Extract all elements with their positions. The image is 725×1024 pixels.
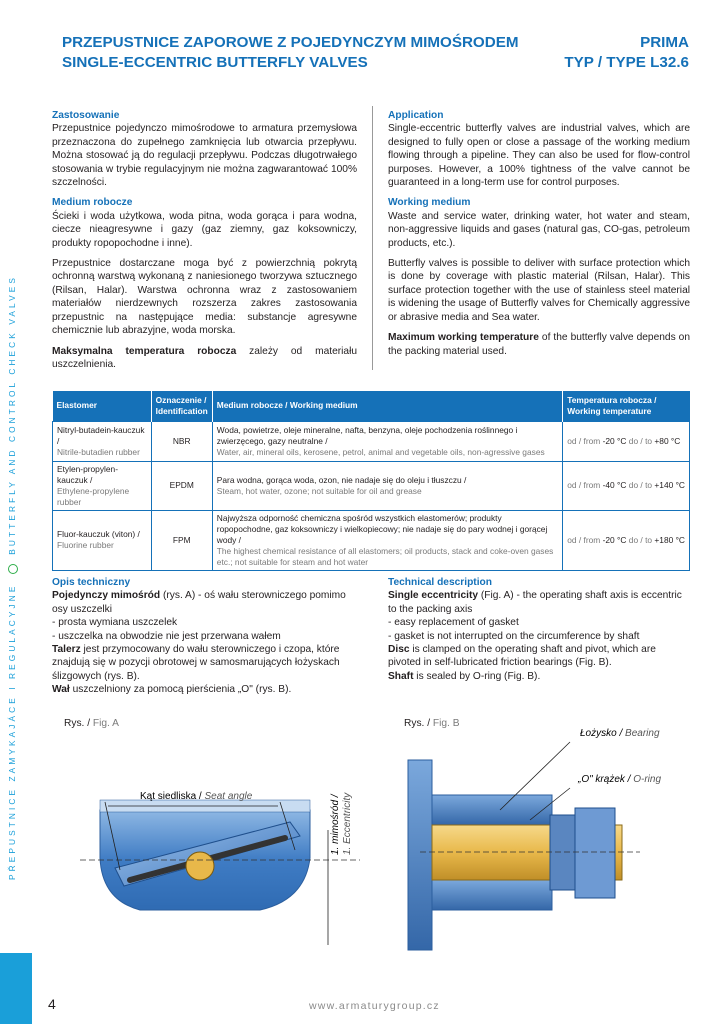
medium-pl: Woda, powietrze, oleje mineralne, nafta, benzyna, oleje pochodzenia roślinnego i zwierzęcego, gazy neutralne / <box>216 424 518 446</box>
temp-to: +80 °C <box>654 435 681 446</box>
paragraph-temperature <box>388 331 690 358</box>
desc-line <box>52 589 357 616</box>
heading-application-pl: Zastosowanie <box>52 110 120 121</box>
heading-application-en: Application <box>388 110 444 121</box>
figure-a-drawing <box>60 740 380 955</box>
bold-text: Maksymalna temperatura robocza <box>52 345 237 357</box>
page-number: 4 <box>48 996 56 1012</box>
text: uszczelniony za pomocą pierścienia „O" (rys. B). <box>69 684 292 696</box>
temp-to: +180 °C <box>654 534 685 545</box>
title-line-pl: PRZEPUSTNICE ZAPOROWE Z POJEDYNCZYM MIMOŚRODEM <box>62 34 519 51</box>
cell-temperature <box>563 510 690 570</box>
temp-from: -40 °C <box>602 480 627 490</box>
desc-line <box>388 643 690 670</box>
elastomer-name-pl: Etylen-propylen-kauczuk / <box>57 463 118 485</box>
eccentricity-label: 1. mimośród / <box>330 794 341 855</box>
header-elastomer: Elastomer <box>53 391 152 421</box>
side-accent-bar <box>0 953 32 1024</box>
text: is sealed by O-ring (Fig. B). <box>413 670 541 682</box>
table-header-row <box>53 391 690 421</box>
bold-text: Shaft <box>388 670 414 682</box>
paragraph: Single-eccentric butterfly valves are industrial valves, which are designed to fully open or close a passage of the working medium flowing through a pipeline. They can also be used for flow-control purposes. However, a 100% tightness of the valve cannot be guaranteed in a long-term use for control purposes. <box>388 123 690 189</box>
desc-line <box>388 589 690 616</box>
bearing-label: Łożysko / Bearing <box>580 728 660 739</box>
header-identification: Oznaczenie / Identification <box>151 391 212 421</box>
elastomer-name-en: Fluorine rubber <box>57 540 114 550</box>
bold-text: Talerz <box>52 644 81 656</box>
side-text-pl: PŘEPUSTNICE ZAMYKAJÁCE I REGULACYJNE <box>7 583 17 880</box>
temp-to-label: do / to <box>628 435 653 446</box>
medium-en: Water, air, mineral oils, kerosene, petrol, animal and vegetable oils, non-agressive gases <box>216 446 545 457</box>
desc-line: - easy replacement of gasket <box>388 617 519 629</box>
technical-description-pl <box>52 576 357 697</box>
elastomer-name-en: Ethylene-propylene rubber <box>57 485 130 507</box>
paragraph: Przepustnice dostarczane moga być z powierzchnią pokrytą ochronną warstwą wykonaną z naniesionego tworzywa sztucznego (Rilsan, Halar). Warstwa ochronna wraz z zastosowaniem materiałów nierdzewnych rozszerza zakres zastosowania przepustnic na następujące media: substancje agresywne chemicznie lub abrazyjne, woda morska. <box>52 258 357 337</box>
eccentricity-label-en: 1. Eccentricity <box>342 792 353 855</box>
text: (rys. A) - oś wału sterowniczego pomimo osy uszczelki <box>52 590 346 615</box>
temp-to-label: do / to <box>628 534 653 545</box>
bold-text: Single eccentricity <box>388 590 479 602</box>
medium-en: The highest chemical resistance of all elastomers; oil products, stack and coke-oven gases etc.; not suitable for steam and hot water <box>216 545 554 567</box>
title-line-en: SINGLE-ECCENTRIC BUTTERFLY VALVES <box>62 54 368 71</box>
bearing <box>550 815 575 890</box>
temp-from: -20 °C <box>602 435 627 446</box>
cell-code: FPM <box>151 510 212 570</box>
temp-from-label: od / from <box>567 435 601 446</box>
elastomer-table <box>52 391 690 571</box>
figure-a-label <box>64 718 119 729</box>
cell-medium <box>212 421 562 461</box>
paragraph-temperature <box>52 345 357 372</box>
page-title <box>62 33 519 73</box>
medium-en: Steam, hot water, ozone; not suitable for oil and grease <box>216 485 422 496</box>
table-row <box>53 421 690 461</box>
elastomer-name-pl: Nitryl-butadein-kauczuk / <box>57 424 145 446</box>
cell-medium <box>212 461 562 510</box>
body-lower <box>432 880 552 910</box>
side-vertical-text <box>7 180 18 880</box>
fig-label-pl: Rys. / <box>64 718 91 729</box>
intro-column-en <box>388 109 690 365</box>
paragraph: Ścieki i woda użytkowa, woda pitna, woda gorąca i para wodna, ciecze nieagresywne i gazy (gaz ziemny, gaz koksowniczy, produkty ropopochodne i inne). <box>52 210 357 249</box>
footer-url[interactable]: www.armaturygroup.cz <box>309 1000 440 1012</box>
cell-elastomer <box>53 461 152 510</box>
hub <box>575 808 615 898</box>
text: (Fig. A) - the operating shaft axis is eccentric to the packing axis <box>388 590 682 615</box>
elastomer-name-en: Nitrile-butadien rubber <box>57 446 140 457</box>
header-medium: Medium robocze / Working medium <box>212 391 562 421</box>
heading-technical-en: Technical description <box>388 577 492 588</box>
cell-elastomer <box>53 510 152 570</box>
column-divider <box>372 106 373 370</box>
flange <box>408 760 432 950</box>
brand-name: PRIMA <box>640 34 689 51</box>
temp-from-label: od / from <box>567 534 601 545</box>
intro-column-pl <box>52 109 357 378</box>
logo-icon <box>8 564 18 574</box>
text: is clamped on the operating shaft and pivot, which are pivoted in self-lubricated friction bearings (Fig. B). <box>388 644 656 669</box>
desc-line: - gasket is not interrupted on the circumference by shaft <box>388 630 640 642</box>
desc-line <box>388 670 690 683</box>
heading-medium-pl: Medium robocze <box>52 197 133 209</box>
desc-line <box>52 643 357 683</box>
shaft-center <box>186 852 214 880</box>
body-upper <box>432 795 552 825</box>
figure-b-drawing <box>400 720 700 960</box>
fig-label-en: Fig. A <box>92 718 119 729</box>
heading-technical-pl: Opis techniczny <box>52 577 131 588</box>
text: jest przymocowany do wału sterowniczego i czopa, które znajdują się w pozycji obrotowej w samosmarujących łożyskach ślizgowych (rys. B). <box>52 644 340 682</box>
text: of the butterfly valve depends on the packing material used. <box>388 332 690 357</box>
bold-text: Wał <box>52 684 70 696</box>
technical-description-en <box>388 576 690 683</box>
elastomer-name-pl: Fluor-kauczuk (viton) / <box>57 529 140 539</box>
desc-line: - uszczelka na obwodzie nie jest przerwana wałem <box>52 630 281 642</box>
medium-pl: Para wodna, gorąca woda, ozon, nie nadaje się do oleju i tłuszczu / <box>216 474 467 485</box>
fig-label-en: Fig. B <box>432 718 460 729</box>
paragraph: Przepustnice pojedynczo mimośrodowe to armatura przemysłowa przeznaczona do zupełnego zamknięcia lub otwarcia przepływu. Można stosować ją do regulacji przepływu. Podczas długotrwałego stosowania w trybie regulacyjnym nie można zagwarantować 100% szczelności. <box>52 123 357 189</box>
desc-line <box>52 683 357 696</box>
temp-to: +140 °C <box>654 480 685 490</box>
paragraph: Waste and service water, drinking water, hot water and steam, non-aggressive liquids and gases (natural gas, CO-gas, petroleum products, etc.). <box>388 210 690 249</box>
bold-text: Disc <box>388 644 410 656</box>
medium-pl: Najwyższa odporność chemiczna spośród wszystkich elastomerów; produkty ropopochodne, gaz koksowniczy i wielkopiecowy; nie nadaje się do pary wodnej i gorącej wody / <box>216 512 548 545</box>
cell-code: EPDM <box>151 461 212 510</box>
table-row <box>53 510 690 570</box>
cell-elastomer <box>53 421 152 461</box>
paragraph: Butterfly valves is possible to deliver with surface protection which is done by coverage with plastic material (Rilsan, Halar). This surface protection together with the use of stainless steel material is widening the usage of Butterfly valves for Chemically aggressive or abrasive media and Sea water. <box>388 258 690 323</box>
fig-label-pl: Rys. / <box>404 718 431 729</box>
table-row <box>53 461 690 510</box>
cell-temperature <box>563 421 690 461</box>
type-code: TYP / TYPE L32.6 <box>564 54 689 71</box>
side-text-en: BUTTERFLY AND CONTROL CHECK VALVES <box>7 275 17 555</box>
product-type <box>564 33 689 73</box>
temp-from: -20 °C <box>602 534 627 545</box>
cell-code: NBR <box>151 421 212 461</box>
text: zależy od materiału uszczelnienia. <box>52 345 357 370</box>
seat-angle-label: Kąt siedliska / Seat angle <box>140 791 253 802</box>
desc-line: - prosta wymiana uszczelek <box>52 617 178 629</box>
temp-from-label: od / from <box>567 480 601 490</box>
bold-text: Maximum working temperature <box>388 332 539 344</box>
heading-medium-en: Working medium <box>388 197 471 209</box>
oring-label: „O" krążek / O-ring <box>578 774 662 785</box>
header-temperature: Temperatura robocza / Working temperature <box>563 391 690 421</box>
cell-temperature <box>563 461 690 510</box>
temp-to-label: do / to <box>628 480 653 490</box>
cell-medium <box>212 510 562 570</box>
bold-text: Pojedynczy mimośród <box>52 590 161 602</box>
